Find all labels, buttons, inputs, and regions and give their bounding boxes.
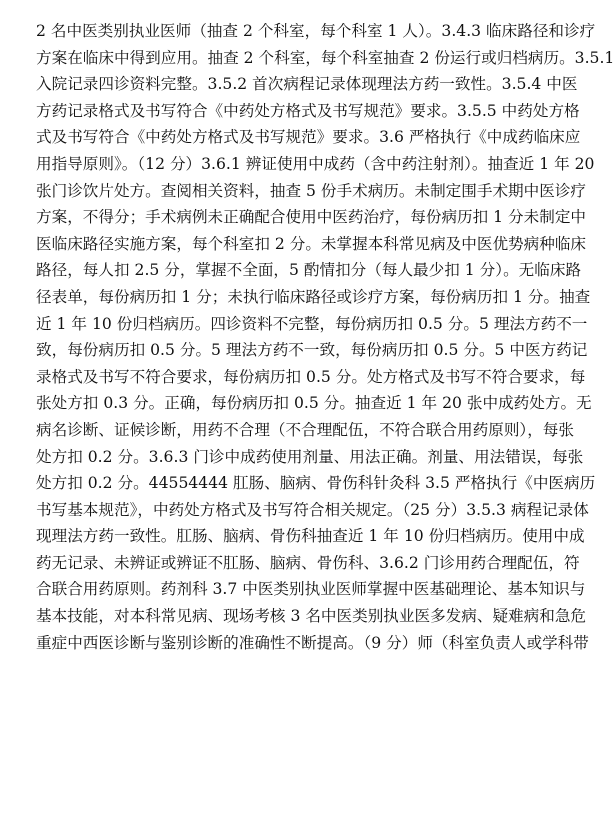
text-line-19: 书写基本规范》，中药处方格式及书写符合相关规定。（25 分）3.5.3 病程记录体	[36, 500, 589, 519]
text-line-16: 病名诊断、证候诊断，用药不合理（不合理配伍，不符合联合用药原则），每张	[36, 420, 574, 439]
text-line-13: 致，每份病历扣 0.5 分。5 理法方药不一致，每份病历扣 0.5 分。5 中医方药记	[36, 341, 588, 360]
text-line-15: 张处方扣 0.3 分。正确，每份病历扣 0.5 分。抽查近 1 年 20 张中成药处方。无	[36, 394, 592, 413]
text-line-4: 方药记录格式及书写符合《中药处方格式及书写规范》要求。3.5.5 中药处方格	[36, 101, 580, 120]
text-line-21: 药无记录、未辨证或辨证不肛肠、脑病、骨伤科、3.6.2 门诊用药合理配伍，符	[36, 553, 580, 572]
text-line-20: 现理法方药一致性。肛肠、脑病、骨伤科抽查近 1 年 10 份归档病历。使用中成	[36, 527, 585, 546]
text-line-5: 式及书写符合《中药处方格式及书写规范》要求。3.6 严格执行《中成药临床应	[36, 128, 581, 147]
text-line-14: 录格式及书写不符合要求，每份病历扣 0.5 分。处方格式及书写不符合要求，每	[36, 367, 586, 386]
text-line-11: 径表单，每份病历扣 1 分；未执行临床路径或诊疗方案，每份病历扣 1 分。抽查	[36, 287, 591, 306]
text-line-24: 重症中西医诊断与鉴别诊断的准确性不断提高。（9 分）师（科室负责人或学科带	[36, 633, 589, 652]
text-line-23: 基本技能，对本科常见病、现场考核 3 名中医类别执业医多发病、疑难病和急危	[36, 607, 587, 626]
text-line-2: 方案在临床中得到应用。抽查 2 个科室，每个科室抽查 2 份运行或归档病历。3.5.1	[36, 48, 614, 67]
text-line-22: 合联合用药原则。药剂科 3.7 中医类别执业医师掌握中医基础理论、基本知识与	[36, 580, 586, 599]
text-line-9: 医临床路径实施方案，每个科室扣 2 分。未掌握本科常见病及中医优势病种临床	[36, 234, 587, 253]
text-line-6: 用指导原则》。（12 分）3.6.1 辨证使用中成药（含中药注射剂）。抽查近 1 年 20	[36, 154, 595, 173]
body-text	[36, 18, 614, 656]
text-line-7: 张门诊饮片处方。查阅相关资料，抽查 5 份手术病历。未制定围手术期中医诊疗	[36, 181, 587, 200]
text-line-12: 近 1 年 10 份归档病历。四诊资料不完整，每份病历扣 0.5 分。5 理法方药不一	[36, 314, 588, 333]
text-line-1: 2 名中医类别执业医师（抽查 2 个科室，每个科室 1 人）。3.4.3 临床路径和诊疗	[36, 22, 596, 40]
text-line-8: 方案，不得分；手术病例未正确配合使用中医药治疗，每份病历扣 1 分未制定中	[36, 208, 587, 227]
text-line-10: 路径，每人扣 2.5 分，掌握不全面，5 酌情扣分（每人最少扣 1 分）。无临床路	[36, 261, 582, 280]
text-line-17: 处方扣 0.2 分。3.6.3 门诊中成药使用剂量、用法正确。剂量、用法错误，每张	[36, 447, 584, 466]
text-line-3: 入院记录四诊资料完整。3.5.2 首次病程记录体现理法方药一致性。3.5.4 中医	[36, 75, 578, 94]
text-line-18: 处方扣 0.2 分。44554444 肛肠、脑病、骨伤科针灸科 3.5 严格执行《中医病历	[36, 474, 596, 493]
